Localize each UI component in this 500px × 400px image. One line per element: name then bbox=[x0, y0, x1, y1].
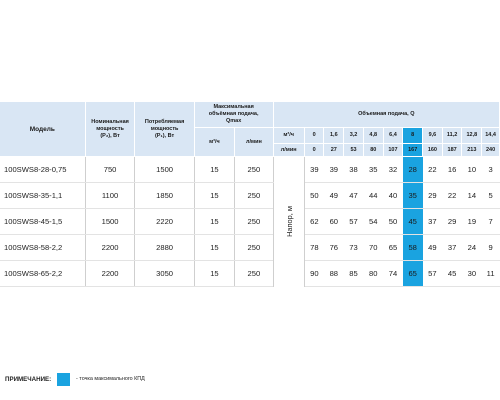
header-qmax-unit-lmin: л/мин bbox=[235, 128, 273, 157]
model-cell: 100SWS8-28-0,75 bbox=[0, 157, 85, 183]
header-max-flow: Максимальная объёмная подача, Qmax bbox=[194, 102, 273, 128]
head-value-cell: 78 bbox=[304, 235, 324, 261]
header-flow-unit-m3h: м³/ч bbox=[273, 128, 304, 144]
head-value-cell: 50 bbox=[383, 209, 403, 235]
table-row bbox=[0, 157, 500, 183]
head-value-cell: 50 bbox=[304, 183, 324, 209]
head-value-cell: 65 bbox=[403, 261, 423, 287]
consumed-power-cell: 1850 bbox=[135, 183, 194, 209]
consumed-power-cell: 2880 bbox=[135, 235, 194, 261]
qmax-m3h-cell: 15 bbox=[194, 157, 235, 183]
legend-swatch bbox=[57, 373, 70, 386]
nominal-power-cell: 2200 bbox=[85, 235, 135, 261]
head-value-cell: 74 bbox=[383, 261, 403, 287]
header-flow-m3h-value: 0 bbox=[304, 128, 324, 144]
head-value-cell: 37 bbox=[442, 235, 462, 261]
header-flow-lmin-value: 240 bbox=[482, 144, 500, 157]
head-value-cell: 24 bbox=[462, 235, 482, 261]
header-nominal-power: Номинальная мощность (P₂), Вт bbox=[85, 102, 135, 157]
head-value-cell: 3 bbox=[482, 157, 500, 183]
head-value-cell: 76 bbox=[324, 235, 344, 261]
head-value-cell: 90 bbox=[304, 261, 324, 287]
head-value-cell: 85 bbox=[344, 261, 364, 287]
qmax-lmin-cell: 250 bbox=[235, 157, 273, 183]
head-value-cell: 5 bbox=[482, 183, 500, 209]
header-flow-lmin-value: 0 bbox=[304, 144, 324, 157]
consumed-power-cell: 2220 bbox=[135, 209, 194, 235]
head-value-cell: 22 bbox=[423, 157, 443, 183]
nominal-power-cell: 1100 bbox=[85, 183, 135, 209]
qmax-m3h-cell: 15 bbox=[194, 209, 235, 235]
head-value-cell: 45 bbox=[403, 209, 423, 235]
nominal-power-cell: 2200 bbox=[85, 261, 135, 287]
head-value-cell: 9 bbox=[482, 235, 500, 261]
head-value-cell: 57 bbox=[344, 209, 364, 235]
header-flow-m3h-value: 12,8 bbox=[462, 128, 482, 144]
header-flow-lmin-value: 167 bbox=[403, 144, 423, 157]
model-cell: 100SWS8-35-1,1 bbox=[0, 183, 85, 209]
qmax-m3h-cell: 15 bbox=[194, 235, 235, 261]
header-flow-m3h-value: 8 bbox=[403, 128, 423, 144]
qmax-lmin-cell: 250 bbox=[235, 235, 273, 261]
qmax-lmin-cell: 250 bbox=[235, 209, 273, 235]
head-value-cell: 40 bbox=[383, 183, 403, 209]
head-value-cell: 47 bbox=[344, 183, 364, 209]
head-value-cell: 62 bbox=[304, 209, 324, 235]
consumed-power-cell: 1500 bbox=[135, 157, 194, 183]
head-value-cell: 37 bbox=[423, 209, 443, 235]
head-value-cell: 54 bbox=[363, 209, 383, 235]
consumed-power-cell: 3050 bbox=[135, 261, 194, 287]
table-row bbox=[0, 261, 500, 287]
head-value-cell: 58 bbox=[403, 235, 423, 261]
head-value-cell: 28 bbox=[403, 157, 423, 183]
header-flow-m3h-value: 9,6 bbox=[423, 128, 443, 144]
model-cell: 100SWS8-45-1,5 bbox=[0, 209, 85, 235]
head-value-cell: 57 bbox=[423, 261, 443, 287]
head-value-cell: 29 bbox=[423, 183, 443, 209]
header-flow-m3h-value: 4,8 bbox=[363, 128, 383, 144]
nominal-power-cell: 1500 bbox=[85, 209, 135, 235]
head-value-cell: 35 bbox=[363, 157, 383, 183]
head-value-cell: 73 bbox=[344, 235, 364, 261]
head-value-cell: 44 bbox=[363, 183, 383, 209]
head-value-cell: 19 bbox=[462, 209, 482, 235]
header-model: Модель bbox=[0, 102, 85, 157]
header-flow-unit-lmin: л/мин bbox=[273, 144, 304, 157]
head-value-cell: 30 bbox=[462, 261, 482, 287]
table-row bbox=[0, 235, 500, 261]
head-value-cell: 11 bbox=[482, 261, 500, 287]
qmax-lmin-cell: 250 bbox=[235, 183, 273, 209]
head-value-cell: 49 bbox=[324, 183, 344, 209]
head-value-cell: 35 bbox=[403, 183, 423, 209]
head-value-cell: 22 bbox=[442, 183, 462, 209]
qmax-m3h-cell: 15 bbox=[194, 261, 235, 287]
head-value-cell: 70 bbox=[363, 235, 383, 261]
head-value-cell: 32 bbox=[383, 157, 403, 183]
legend bbox=[5, 372, 145, 386]
head-value-cell: 49 bbox=[423, 235, 443, 261]
legend-text: - точка максимального КПД bbox=[76, 376, 145, 382]
head-label-cell bbox=[273, 157, 304, 287]
header-flow-lmin-value: 213 bbox=[462, 144, 482, 157]
nominal-power-cell: 750 bbox=[85, 157, 135, 183]
table-row bbox=[0, 183, 500, 209]
header-flow-m3h-value: 3,2 bbox=[344, 128, 364, 144]
header-flow-lmin-value: 53 bbox=[344, 144, 364, 157]
head-value-cell: 60 bbox=[324, 209, 344, 235]
qmax-m3h-cell: 15 bbox=[194, 183, 235, 209]
header-flow-m3h-value: 11,2 bbox=[442, 128, 462, 144]
header-consumed-power: Потребляемая мощность (P₁), Вт bbox=[135, 102, 194, 157]
head-value-cell: 88 bbox=[324, 261, 344, 287]
header-flow-m3h-value: 6,4 bbox=[383, 128, 403, 144]
table-row bbox=[0, 209, 500, 235]
pump-spec-table-body bbox=[0, 157, 500, 287]
header-flow-lmin-value: 80 bbox=[363, 144, 383, 157]
qmax-lmin-cell: 250 bbox=[235, 261, 273, 287]
head-label: Напор, м bbox=[284, 206, 294, 238]
header-flow-lmin-value: 107 bbox=[383, 144, 403, 157]
head-value-cell: 39 bbox=[324, 157, 344, 183]
head-value-cell: 39 bbox=[304, 157, 324, 183]
head-value-cell: 45 bbox=[442, 261, 462, 287]
header-flow-lmin-value: 27 bbox=[324, 144, 344, 157]
head-value-cell: 38 bbox=[344, 157, 364, 183]
head-value-cell: 7 bbox=[482, 209, 500, 235]
head-value-cell: 16 bbox=[442, 157, 462, 183]
head-value-cell: 80 bbox=[363, 261, 383, 287]
header-flow-lmin-value: 160 bbox=[423, 144, 443, 157]
head-value-cell: 29 bbox=[442, 209, 462, 235]
head-value-cell: 65 bbox=[383, 235, 403, 261]
header-flow-lmin-value: 187 bbox=[442, 144, 462, 157]
head-value-cell: 10 bbox=[462, 157, 482, 183]
header-flow-group: Объемная подача, Q bbox=[273, 102, 499, 128]
head-value-cell: 14 bbox=[462, 183, 482, 209]
legend-title: ПРИМЕЧАНИЕ: bbox=[5, 375, 52, 383]
header-flow-m3h-value: 1,6 bbox=[324, 128, 344, 144]
header-qmax-unit-m3h: м³/ч bbox=[194, 128, 235, 157]
pump-spec-table bbox=[0, 102, 500, 287]
model-cell: 100SWS8-58-2,2 bbox=[0, 235, 85, 261]
pump-spec-table-wrapper bbox=[0, 102, 500, 287]
header-flow-m3h-value: 14,4 bbox=[482, 128, 500, 144]
model-cell: 100SWS8-65-2,2 bbox=[0, 261, 85, 287]
